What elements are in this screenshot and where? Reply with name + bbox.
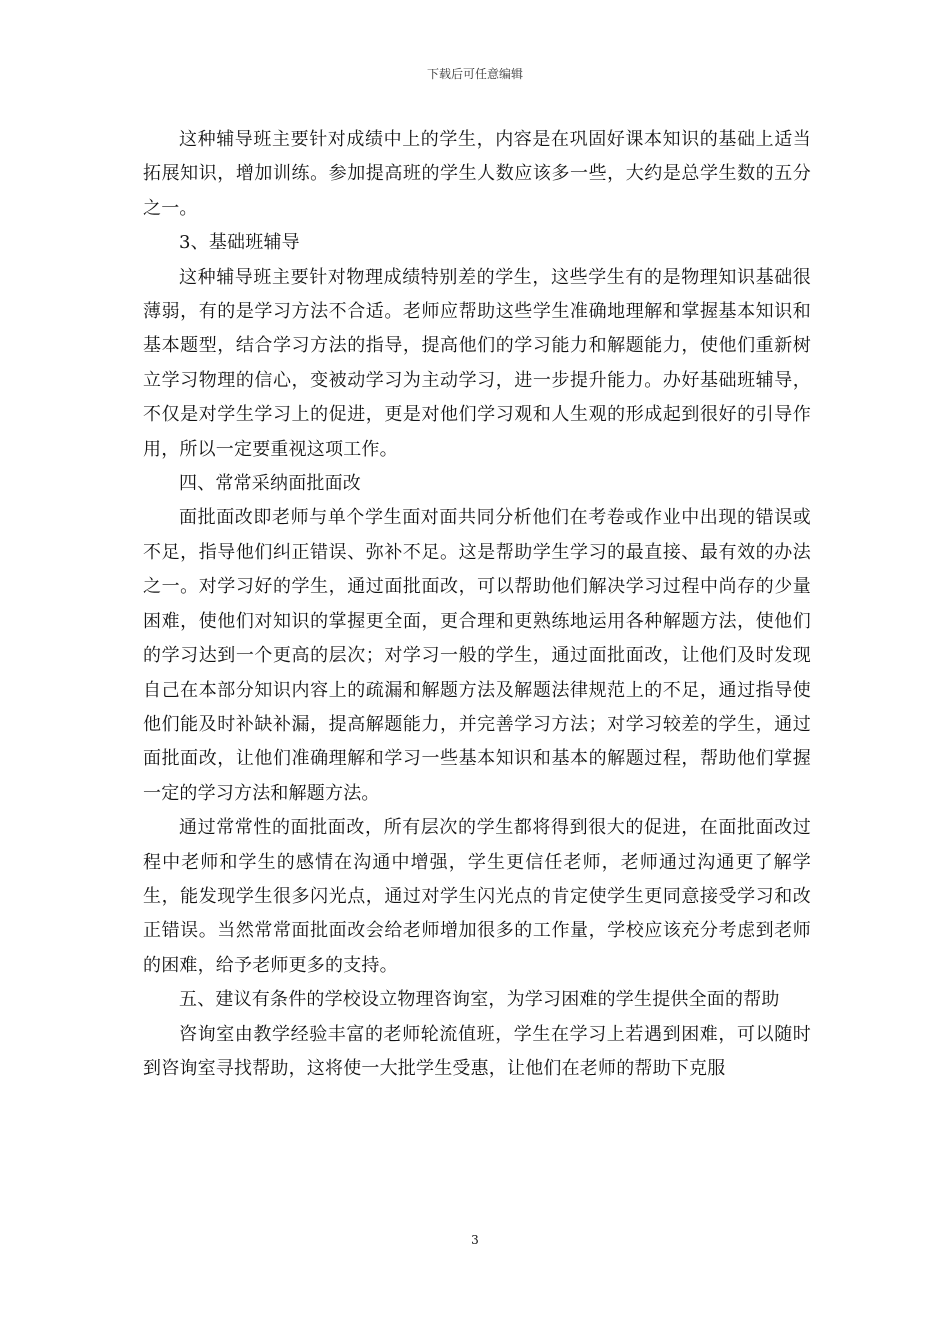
- heading-consultation-room: 五、建议有条件的学校设立物理咨询室，为学习困难的学生提供全面的帮助: [179, 989, 780, 1011]
- page-number: 3: [471, 1233, 479, 1247]
- paragraph-advanced-class-desc: 这种辅导班主要针对成绩中上的学生，内容是在巩固好课本知识的基础上适当拓展知识，增加训练。参加提高班的学生人数应该多一些，大约是总学生数的五分之一。: [143, 129, 811, 219]
- paragraph-basic-class-desc: 这种辅导班主要针对物理成绩特别差的学生，这些学生有的是物理知识基础很薄弱，有的是学习方法不合适。老师应帮助这些学生准确地理解和掌握基本知识和基本题型，结合学习方法的指导，提高他们的学习能力和解题能力，使他们重新树立学习物理的信心，变被动学习为主动学习，进一步提升能力。办好基础班辅导，不仅是对学生学习上的促进，更是对他们学习观和人生观的形成起到很好的引导作用，所以一定要重视这项工作。: [143, 266, 811, 460]
- page-header-note: 下载后可任意编辑: [426, 67, 523, 81]
- paragraph-consultation-room-desc: 咨询室由教学经验丰富的老师轮流值班，学生在学习上若遇到困难，可以随时到咨询室寻找帮助，这将使一大批学生受惠，让他们在老师的帮助下克服: [143, 1023, 811, 1079]
- heading-face-to-face-correction: 四、常常采纳面批面改: [179, 473, 361, 495]
- document-body: [143, 123, 811, 1086]
- paragraph-face-to-face-desc: 面批面改即老师与单个学生面对面共同分析他们在考卷或作业中出现的错误或不足，指导他们纠正错误、弥补不足。这是帮助学生学习的最直接、最有效的办法之一。对学习好的学生，通过面批面改，可以帮助他们解决学习过程中尚存的少量困难，使他们对知识的掌握更全面，更合理和更熟练地运用各种解题方法，使他们的学习达到一个更高的层次；对学习一般的学生，通过面批面改，让他们及时发现自己在本部分知识内容上的疏漏和解题方法及解题法律规范上的不足，通过指导使他们能及时补缺补漏，提高解题能力，并完善学习方法；对学习较差的学生，通过面批面改，让他们准确理解和学习一些基本知识和基本的解题过程，帮助他们掌握一定的学习方法和解题方法。: [143, 507, 811, 804]
- paragraph-face-to-face-benefits: 通过常常性的面批面改，所有层次的学生都将得到很大的促进，在面批面改过程中老师和学生的感情在沟通中增强，学生更信任老师，老师通过沟通更了解学生，能发现学生很多闪光点，通过对学生闪光点的肯定使学生更同意接受学习和改正错误。当然常常面批面改会给老师增加很多的工作量，学校应该充分考虑到老师的困难，给予老师更多的支持。: [143, 817, 811, 976]
- heading-basic-class: 3、基础班辅导: [179, 232, 300, 254]
